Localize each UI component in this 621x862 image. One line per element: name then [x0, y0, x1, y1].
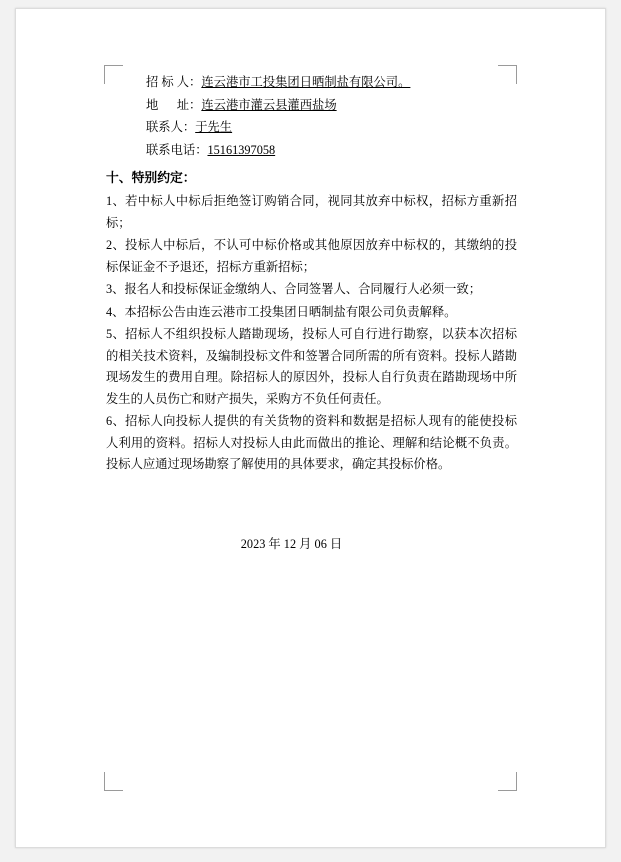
contact-label-bidder: 招 标 人：	[146, 75, 202, 89]
contact-value-person: 于先生	[195, 120, 233, 134]
contact-value-bidder: 连云港市工投集团日晒制盐有限公司。	[201, 75, 411, 89]
contact-row-address	[106, 94, 517, 117]
crop-mark-bottom-left-icon	[104, 772, 123, 791]
clause-5: 5、招标人不组织投标人踏勘现场，投标人可自行进行勘察，以获本次招标的相关技术资料，及编制投标文件和签署合同所需的所有资料。投标人踏勘现场发生的费用自理。除招标人的原因外，投标人自行负责在踏勘现场中所发生的人员伤亡和财产损失，采购方不负任何责任。	[106, 327, 517, 406]
clause-6: 6、招标人向投标人提供的有关货物的资料和数据是招标人现有的能使投标人利用的资料。招标人对投标人由此而做出的推论、理解和结论概不负责。投标人应通过现场勘察了解使用的具体要求，确定其投标价格。	[106, 414, 517, 471]
contact-value-address: 连云港市灌云县灌西盐场	[201, 97, 337, 112]
contact-label-phone: 联系电话：	[146, 142, 208, 157]
contact-row-bidder	[106, 71, 517, 94]
contact-label-address: 地 址：	[146, 97, 202, 112]
crop-mark-bottom-right-icon	[498, 772, 517, 791]
contact-row-phone	[106, 139, 517, 162]
contact-row-person	[106, 116, 517, 139]
contact-label-person: 联系人：	[146, 120, 196, 134]
document-date: 2023 年 12 月 06 日	[240, 536, 343, 551]
section-heading-special-terms: 十、特别约定：	[106, 171, 196, 185]
clause-4: 4、本招标公告由连云港市工投集团日晒制盐有限公司负责解释。	[106, 304, 457, 319]
clause-3: 3、报名人和投标保证金缴纳人、合同签署人、合同履行人必须一致；	[106, 282, 482, 296]
clause-2: 2、投标人中标后，不认可中标价格或其他原因放弃中标权的，其缴纳的投标保证金不予退还，招标方重新招标；	[106, 238, 517, 274]
document-content	[106, 71, 517, 552]
clause-1: 1、若中标人中标后拒绝签订购销合同，视同其放弃中标权，招标方重新招标；	[106, 194, 517, 230]
contact-value-phone: 15161397058	[207, 142, 276, 157]
document-page	[15, 8, 606, 848]
